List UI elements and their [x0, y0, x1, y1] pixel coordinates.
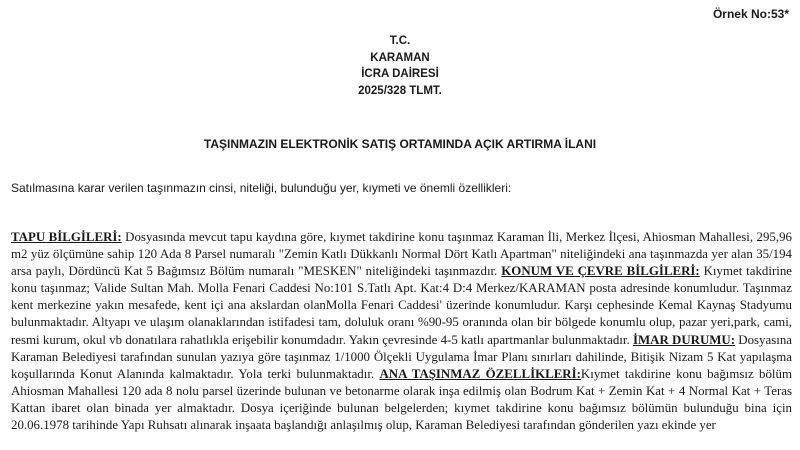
document-header	[0, 33, 800, 100]
header-line: KARAMAN	[370, 51, 430, 64]
imar-label: İMAR DURUMU:	[632, 332, 736, 347]
tapu-text: Dosyasında mevcut tapu kaydına göre, kıymet takdirine konu taşınmaz Karaman İli, Merkez İlçesi, Ahiosman Mahallesi, 295,96 m2 yüz ölçümüne sahip 120 Ada 8 Parsel numaralı "Zemin Katlı Dükkanlı Normal Dört Katlı Apartman" niteliğindeki ana taşınmazda yer alan 35/194 arsa paylı, Dördüncü Kat 5 Bağımsız Bölüm numaralı "MESKEN" niteliğindeki taşınmazdır.	[11, 230, 792, 279]
property-description	[11, 229, 792, 434]
tapu-label: TAPU BİLGİLERİ:	[11, 230, 122, 244]
sample-number: Örnek No:53*	[712, 7, 789, 21]
konum-label: KONUM VE ÇEVRE BİLGİLERİ:	[501, 264, 700, 279]
ozellik-label: ANA TAŞINMAZ ÖZELLİKLERİ:	[379, 366, 581, 381]
header-line: 2025/328 TLMT.	[358, 85, 442, 98]
header-line: T.C.	[389, 35, 411, 47]
konum-text: Kıymet takdirine konu taşınmaz; Valide Sultan Mah. Molla Fenari Caddesi No:101 S.Tatlı Apt. Kat:4 D:4 Merkez/KARAMAN posta adresinde konumludur. Taşınmaz kent merkezine yakın mesafede, kent içi ana akslardan olanMolla Fenari Caddesi' üzerinde konumludur. Karşı cephesinde Kemal Kaynaş Stadyumu bulunmaktadır. Altyapı ve ulaşım olanaklarından istifadesi tam, doluluk oranı %90-95 oranında olan bir bölgede konumlu olup, pazar yeri,park, cami, resmi kurum, okul vb donatılara rahatlıkla erişebilir konumdadır. Yakın çevresinde 4-5 katlı apartmanlar bulunmaktadır.	[11, 264, 792, 347]
imar-text: Dosyasına Karaman Belediyesi tarafından sunulan yazıya göre taşınmaz 1/1000 Ölçekli Uygulama İmar Planı sınırları dahilinde, Bitişik Nizam 5 Kat yapılaşma koşullarında Konut Alanında kalmaktadır. Yola terki bulunmaktadır.	[11, 332, 792, 381]
header-line: İCRA DAİRESİ	[361, 68, 439, 81]
intro-text: Satılmasına karar verilen taşınmazın cinsi, niteliği, bulunduğu yer, kıymeti ve önemli özellikleri:	[11, 181, 512, 195]
document-title: TAŞINMAZIN ELEKTRONİK SATIŞ ORTAMINDA AÇIK ARTIRMA İLANI	[203, 137, 597, 151]
ozellik-text: Kıymet takdirine konu bağımsız bölüm Ahiosman Mahallesi 120 ada 8 nolu parsel üzerinde bulunan ve betonarme olarak inşa edilmiş olan Bodrum Kat + Zemin Kat + 4 Normal Kat + Teras Kattan ibaret olan binada yer almaktadır. Dosya içeriğinde bulunan belgelerden; kıymet takdirine konu bağımsız bölümün bulunduğu bina için 20.06.1978 tarihinde Yapı Ruhsatı alınarak inşaata başlandığı anlaşılmış olup, Karaman Belediyesi tarafından gönderilen yazı ekinde yer	[11, 366, 792, 433]
